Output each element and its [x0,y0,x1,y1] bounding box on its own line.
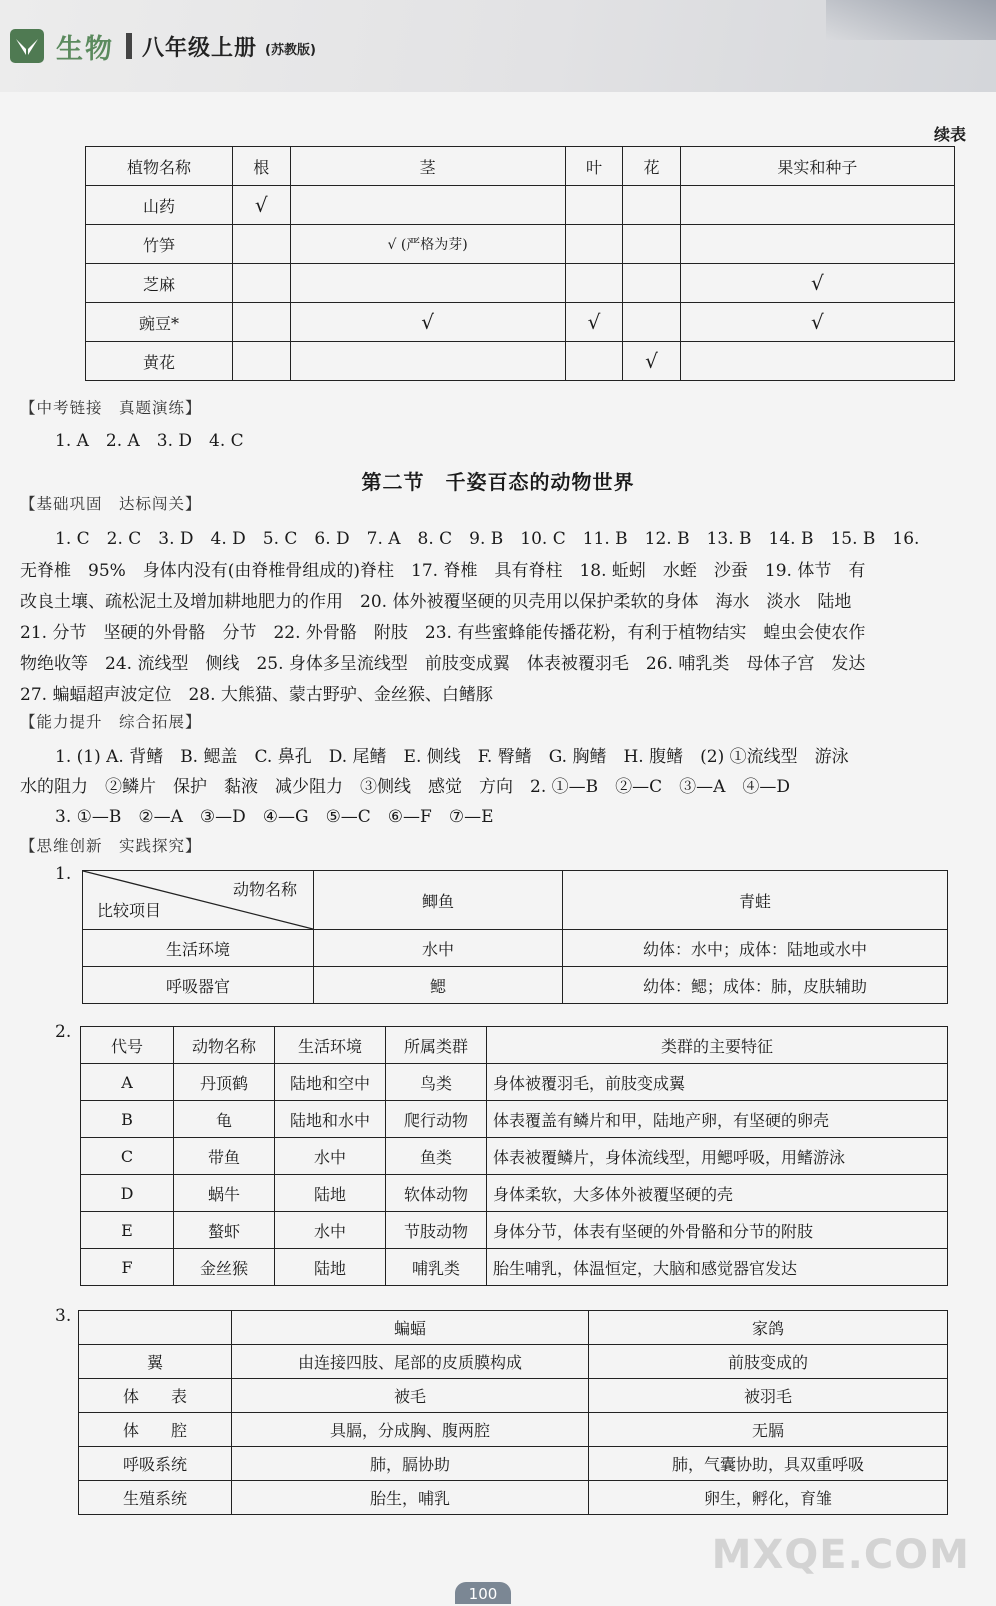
table-cell [623,225,681,264]
table-header-row [81,1027,948,1064]
header-divider [126,33,132,59]
table-cell: 前肢变成的 [589,1345,948,1379]
table-cell [290,186,565,225]
watermark: MXQE.COM [711,1532,970,1578]
table-cell: 体 表 [79,1379,232,1413]
answer-line: 3. ①—B ②—A ③—D ④—G ⑤—C ⑥—F ⑦—E [55,807,494,827]
table-cell: 黄花 [86,342,233,381]
header-cell: 蝙蝠 [232,1311,589,1345]
table-cell: D [81,1175,174,1212]
table-cell: 陆地 [275,1175,386,1212]
table-cell: A [81,1064,174,1101]
table-cell: 身体柔软，大多体外被覆坚硬的壳 [487,1175,948,1212]
table-cell: 呼吸系统 [79,1447,232,1481]
table-cell: √ [290,303,565,342]
question-number: 1. [55,864,72,884]
table-cell: 生活环境 [83,930,314,967]
table-cell: 豌豆* [86,303,233,342]
table-cell [680,342,954,381]
table-cell: 体表覆盖有鳞片和甲，陆地产卵，有坚硬的卵壳 [487,1101,948,1138]
bat-pigeon-compare-table [78,1310,948,1515]
table-cell [623,303,681,342]
fish-frog-compare-table [82,870,948,1004]
table-cell: 具膈，分成胸、腹两腔 [232,1413,589,1447]
section-heading: 【中考链接 真题演练】 [20,399,202,417]
table-row [83,930,948,967]
table-row [79,1413,948,1447]
table-cell: 山药 [86,186,233,225]
diag-bottom-label: 比较项目 [97,901,162,920]
header-cell: 果实和种子 [680,147,954,186]
answer-line: 物绝收等 24. 流线型 侧线 25. 身体多呈流线型 前肢变成翼 体表被覆羽毛 26. 哺乳类 母体子宫 发达 [20,654,866,674]
table-cell: 翼 [79,1345,232,1379]
table-cell: 肺，膈协助 [232,1447,589,1481]
header-cell: 家鸽 [589,1311,948,1345]
table-cell: 鸟类 [386,1064,487,1101]
table-cell: 陆地和空中 [275,1064,386,1101]
table-row [86,186,955,225]
plant-organs-table [85,146,955,381]
answer-line: 1. C 2. C 3. D 4. D 5. C 6. D 7. A 8. C 9. B 10. C 11. B 12. B 13. B 14. B 15. B 16. [55,529,920,549]
table-cell [565,342,623,381]
table-cell: 无膈 [589,1413,948,1447]
diagonal-header-cell [83,871,314,930]
table-cell: 胎生，哺乳 [232,1481,589,1515]
table-cell [233,303,291,342]
table-cell: 节肢动物 [386,1212,487,1249]
table-cell: 被羽毛 [589,1379,948,1413]
table-cell: 芝麻 [86,264,233,303]
table-cell: 由连接四肢、尾部的皮质膜构成 [232,1345,589,1379]
table-cell: 生殖系统 [79,1481,232,1515]
table-cell: √ (严格为芽) [290,225,565,264]
table-row [79,1345,948,1379]
header-cell: 青蛙 [563,871,948,930]
table-cell [290,342,565,381]
table-row [81,1138,948,1175]
table-row [79,1481,948,1515]
table-cell: √ [680,264,954,303]
table-row [86,342,955,381]
table-cell: √ [680,303,954,342]
section-title: 第二节 千姿百态的动物世界 [361,470,635,494]
edition-label: (苏教版) [265,42,316,58]
table-cell: 卵生，孵化，育雏 [589,1481,948,1515]
answer-line: 改良土壤、疏松泥土及增加耕地肥力的作用 20. 体外被覆坚硬的贝壳用以保护柔软的身体 海水 淡水 陆地 [20,592,852,612]
table-cell [233,342,291,381]
table-cell: C [81,1138,174,1175]
table-row [81,1249,948,1286]
section-heading: 【思维创新 实践探究】 [20,837,202,855]
animal-groups-table [80,1026,948,1286]
table-cell: 鳃 [314,967,563,1004]
table-cell: 水中 [275,1138,386,1175]
header-shade [826,0,996,40]
table-cell [565,264,623,303]
question-number: 2. [55,1022,72,1042]
header-cell: 茎 [290,147,565,186]
table-cell [290,264,565,303]
table-row [81,1064,948,1101]
header-cell: 所属类群 [386,1027,487,1064]
table-row [86,303,955,342]
header-cell: 生活环境 [275,1027,386,1064]
table-cell [233,264,291,303]
table-row [81,1212,948,1249]
table-header-row [79,1311,948,1345]
table-cell: 身体分节，体表有坚硬的外骨骼和分节的附肢 [487,1212,948,1249]
answer-line: 1. A 2. A 3. D 4. C [55,431,244,451]
table-cell: 体表被覆鳞片，身体流线型，用鳃呼吸，用鳍游泳 [487,1138,948,1175]
header-cell: 鲫鱼 [314,871,563,930]
table-row [79,1379,948,1413]
header-cell: 根 [233,147,291,186]
table-cell: 肺，气囊协助，具双重呼吸 [589,1447,948,1481]
table-cell: 带鱼 [174,1138,275,1175]
table-header-row [83,871,948,930]
table-cell: 软体动物 [386,1175,487,1212]
table-cell: 陆地 [275,1249,386,1286]
table-cell: 鱼类 [386,1138,487,1175]
page-number: 100 [455,1582,511,1604]
header-cell: 花 [623,147,681,186]
table-cell: √ [623,342,681,381]
table-cell: 水中 [275,1212,386,1249]
table-row [81,1175,948,1212]
table-row [79,1447,948,1481]
page-header [10,26,316,66]
header-cell: 叶 [565,147,623,186]
table-cell: 螯虾 [174,1212,275,1249]
table-cell: √ [565,303,623,342]
table-cell [565,225,623,264]
table-cell: 水中 [314,930,563,967]
table-cell: F [81,1249,174,1286]
table-cell: B [81,1101,174,1138]
table-cell: E [81,1212,174,1249]
answer-line: 水的阻力 ②鳞片 保护 黏液 减少阻力 ③侧线 感觉 方向 2. ①—B ②—C ③—A ④—D [20,777,791,797]
table-cell: 爬行动物 [386,1101,487,1138]
table-cell: 体 腔 [79,1413,232,1447]
section-heading: 【基础巩固 达标闯关】 [20,495,202,513]
answer-line: 无脊椎 95% 身体内没有(由脊椎骨组成的)脊柱 17. 脊椎 具有脊柱 18. 蚯蚓 水蛭 沙蚕 19. 体节 有 [20,561,866,581]
table-cell: 幼体：水中；成体：陆地或水中 [563,930,948,967]
table-cell: 被毛 [232,1379,589,1413]
diag-top-label: 动物名称 [232,880,297,899]
question-number: 3. [55,1306,72,1326]
table-cell [680,225,954,264]
table-cell [680,186,954,225]
table-cell: √ [233,186,291,225]
table-cell: 胎生哺乳，体温恒定，大脑和感觉器官发达 [487,1249,948,1286]
header-cell [79,1311,232,1345]
table-cell: 蜗牛 [174,1175,275,1212]
table-header-row [86,147,955,186]
table-cell: 金丝猴 [174,1249,275,1286]
table-cell: 身体被覆羽毛，前肢变成翼 [487,1064,948,1101]
answer-line: 21. 分节 坚硬的外骨骼 分节 22. 外骨骼 附肢 23. 有些蜜蜂能传播花粉，有利于植物结实 蝗虫会使农作 [20,623,866,643]
section-heading: 【能力提升 综合拓展】 [20,713,202,731]
answer-line: 27. 蝙蝠超声波定位 28. 大熊猫、蒙古野驴、金丝猴、白鳍豚 [20,685,493,705]
table-cell: 幼体：鳃；成体：肺，皮肤辅助 [563,967,948,1004]
answer-line: 1. (1) A. 背鳍 B. 鳃盖 C. 鼻孔 D. 尾鳍 E. 侧线 F. 臀鳍 G. 胸鳍 H. 腹鳍 (2) ①流线型 游泳 [55,747,849,767]
table-row [83,967,948,1004]
table-cell: 丹顶鹤 [174,1064,275,1101]
grade-title: 八年级上册 [142,35,258,61]
header-cell: 类群的主要特征 [487,1027,948,1064]
table-cell [623,186,681,225]
table-cell: 龟 [174,1101,275,1138]
header-cell: 动物名称 [174,1027,275,1064]
table-cell: 哺乳类 [386,1249,487,1286]
table-row [86,225,955,264]
table-cell [233,225,291,264]
table-cell: 呼吸器官 [83,967,314,1004]
header-cell: 代号 [81,1027,174,1064]
leaf-icon [10,29,44,63]
table-cell: 陆地和水中 [275,1101,386,1138]
table-row [86,264,955,303]
table-continued-label: 续表 [933,125,966,144]
table-cell: 竹笋 [86,225,233,264]
header-cell: 植物名称 [86,147,233,186]
table-row [81,1101,948,1138]
table-cell [565,186,623,225]
subject-title: 生物 [56,33,114,65]
table-cell [623,264,681,303]
